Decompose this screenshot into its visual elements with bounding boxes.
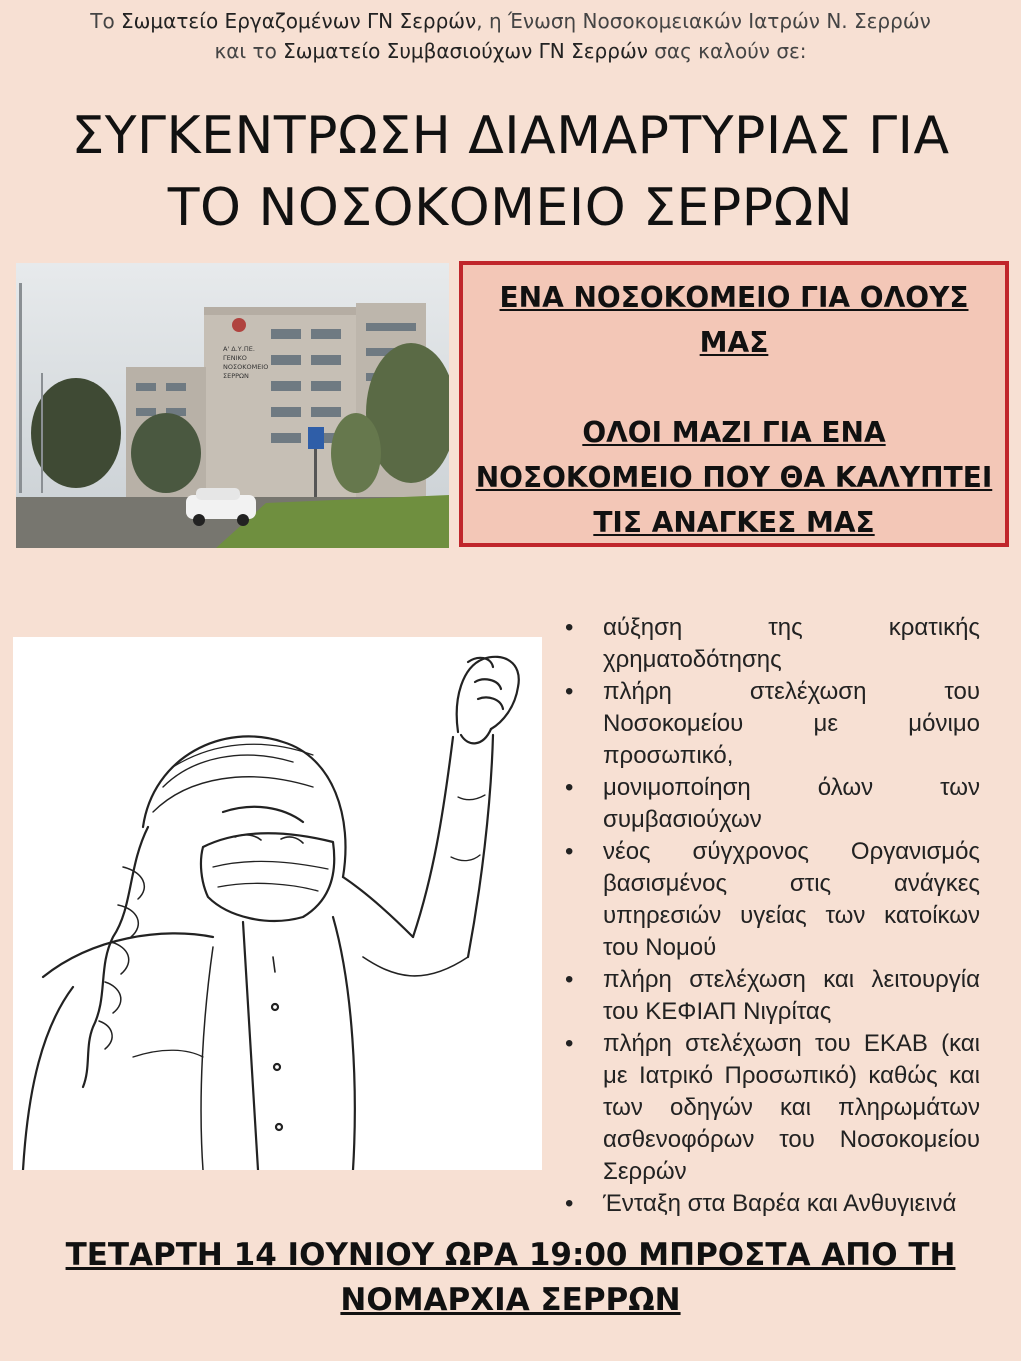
- demands-list: [560, 612, 980, 1220]
- slogan-line: ΤΙΣ ΑΝΑΓΚΕΣ ΜΑΣ: [593, 506, 875, 539]
- slogan-box: [459, 261, 1009, 547]
- demand-item: • πλήρη στελέχωση του Νοσοκομείου με μόνιμο προσωπικό,: [560, 676, 980, 772]
- event-details: [0, 1233, 1021, 1323]
- hospital-sign-line: ΓΕΝΙΚΟ: [223, 354, 247, 362]
- doctors-union-name: , η Ένωση Νοσοκομειακών Ιατρών Ν. Σερρών: [476, 9, 931, 33]
- slogan-line: ΜΑΣ: [699, 326, 769, 359]
- raised-fist-drawing: [13, 637, 542, 1170]
- slogan-line: ΝΟΣΟΚΟΜΕΙΟ ΠΟΥ ΘΑ ΚΑΛΥΠΤΕΙ: [475, 461, 993, 494]
- slogan-spacer: [463, 365, 1005, 410]
- demand-item: • Ένταξη στα Βαρέα και Ανθυγιεινά: [560, 1188, 980, 1220]
- title-line-2: ΤΟ ΝΟΣΟΚΟΜΕΙΟ ΣΕΡΡΩΝ: [167, 178, 854, 238]
- contract-workers-union-name: Σωματείο Συμβασιούχων ΓΝ Σερρών: [283, 39, 648, 63]
- demand-item: • αύξηση της κρατικής χρηματοδότησης: [560, 612, 980, 676]
- intro-line-2: [0, 36, 1021, 66]
- intro-text-part: Το: [90, 9, 122, 33]
- demand-item: • πλήρη στελέχωση του ΕΚΑΒ (και με Ιατρικό Προσωπικό) καθώς και των οδηγών και πληρωμάτων ασθενοφόρων του Νοσοκομείου Σερρών: [560, 1028, 980, 1188]
- hospital-sign-line: ΣΕΡΡΩΝ: [223, 372, 249, 380]
- hospital-photo: [16, 263, 449, 548]
- protester-illustration: [13, 637, 542, 1170]
- intro-text: [0, 6, 1021, 66]
- intro-text-part: σας καλούν σε:: [647, 39, 807, 63]
- intro-text-part: και το: [214, 39, 284, 63]
- slogan-line: ΕΝΑ ΝΟΣΟΚΟΜΕΙΟ ΓΙΑ ΟΛΟΥΣ: [499, 281, 969, 314]
- intro-line-1: [0, 6, 1021, 36]
- poster-title: [0, 100, 1021, 244]
- demand-item: • μονιμοποίηση όλων των συμβασιούχων: [560, 772, 980, 836]
- event-location: ΝΟΜΑΡΧΙΑ ΣΕΡΡΩΝ: [340, 1282, 681, 1318]
- demand-item: • νέος σύγχρονος Οργανισμός βασισμένος στις ανάγκες υπηρεσιών υγείας των κατοίκων του Νομού: [560, 836, 980, 964]
- workers-union-name: Σωματείο Εργαζομένων ΓΝ Σερρών: [121, 9, 477, 33]
- slogan-line: ΟΛΟΙ ΜΑΖΙ ΓΙΑ ΕΝΑ: [582, 416, 886, 449]
- title-line-1: ΣΥΓΚΕΝΤΡΩΣΗ ΔΙΑΜΑΡΤΥΡΙΑΣ ΓΙΑ: [71, 106, 950, 166]
- hospital-sign-line: ΝΟΣΟΚΟΜΕΙΟ: [223, 363, 269, 371]
- event-date-time: ΤΕΤΑΡΤΗ 14 ΙΟΥΝΙΟΥ ΩΡΑ 19:00 ΜΠΡΟΣΤΑ ΑΠΟ ΤΗ: [65, 1237, 956, 1273]
- demand-item: • πλήρη στελέχωση και λειτουργία του ΚΕΦΙΑΠ Νιγρίτας: [560, 964, 980, 1028]
- hospital-sign-line: Α' Δ.Υ.ΠΕ.: [223, 345, 255, 353]
- hospital-building-image: [16, 263, 449, 548]
